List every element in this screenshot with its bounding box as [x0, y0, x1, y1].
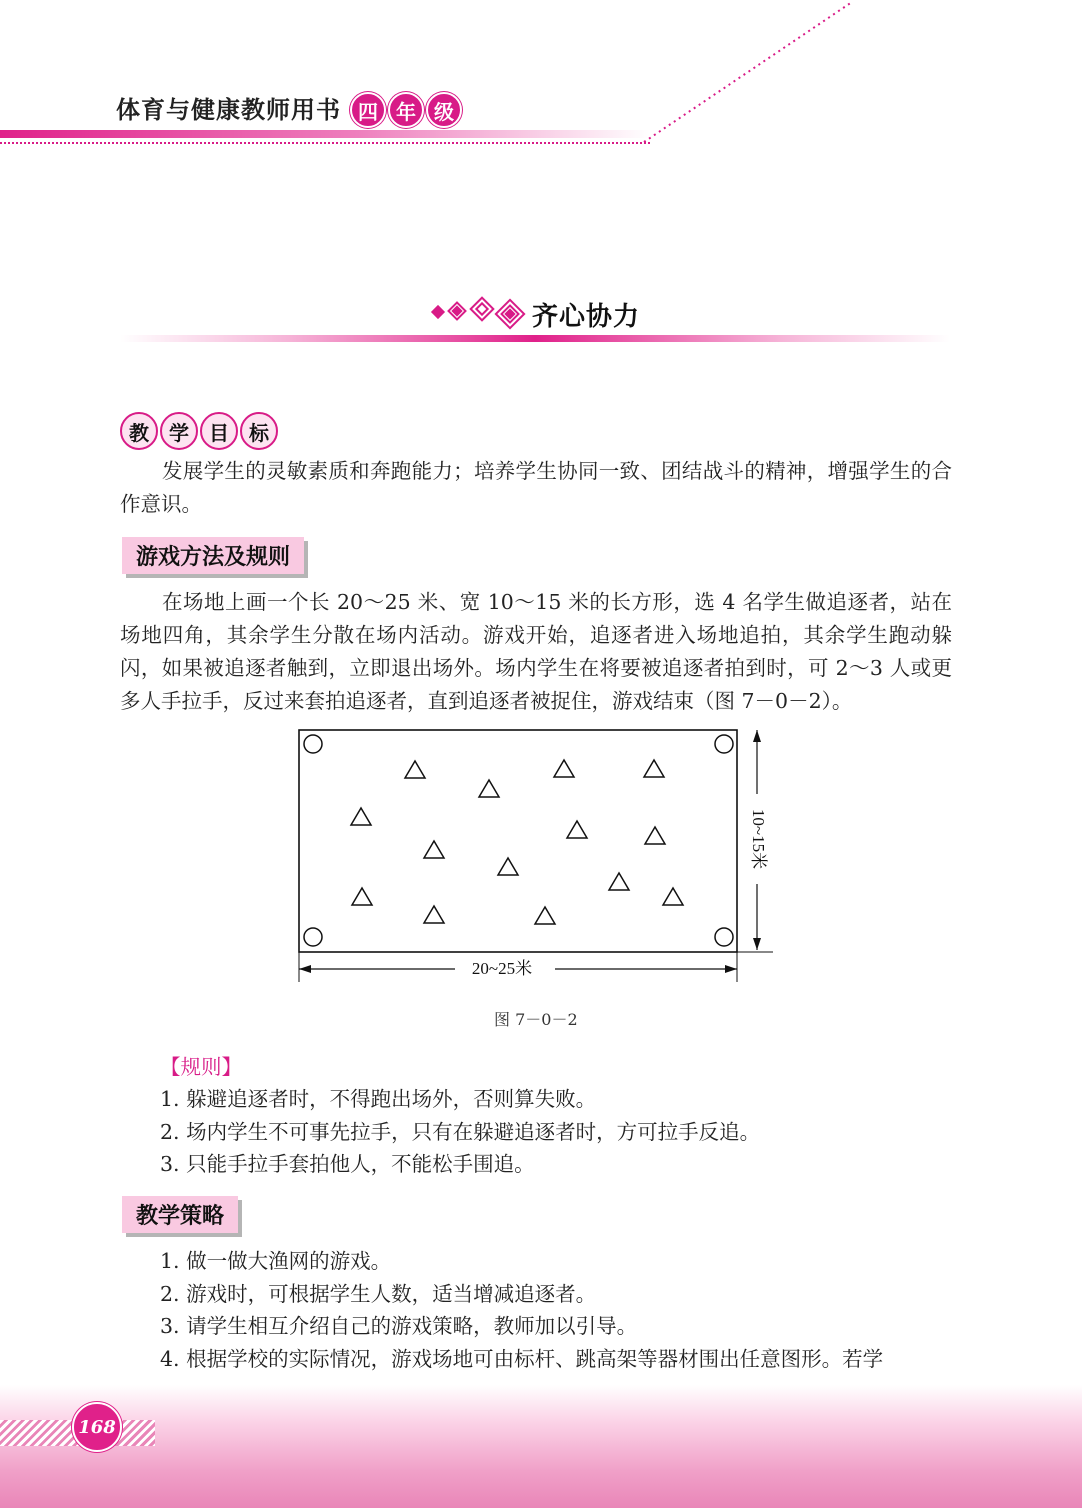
- game-method-heading: 游戏方法及规则: [122, 537, 304, 574]
- player-marker: [424, 841, 444, 858]
- badge-char: 标: [240, 412, 278, 450]
- game-method-text: 在场地上画一个长 20～25 米、宽 10～15 米的长方形，选 4 名学生做追逐者，站在场地四角，其余学生分散在场内活动。游戏开始，追逐者进入场地追拍，其余学生跑动躲闪，如果被追逐者触到，立即退出场外。场内学生在将要被追逐者拍到时，可 2～3 人或更多人手拉手，反过来套拍追逐者，直到追逐者被捉住，游戏结束（图 7－0－2）。: [120, 590, 952, 713]
- figure-caption: 图 7－0－2: [494, 1010, 578, 1029]
- page-number: 168: [72, 1402, 122, 1452]
- header-dotted-line: [0, 142, 650, 144]
- player-marker: [554, 760, 574, 777]
- book-title: 体育与健康教师用书: [116, 95, 341, 124]
- list-item: 4. 根据学校的实际情况，游戏场地可由标杆、跳高架等器材围出任意图形。若学: [160, 1346, 884, 1371]
- list-item: 2. 游戏时，可根据学生人数，适当增减追逐者。: [160, 1281, 597, 1306]
- chaser-marker: [304, 928, 322, 946]
- rules-label: 【规则】: [160, 1055, 242, 1079]
- grade-char: 四: [350, 92, 386, 128]
- player-marker: [424, 906, 444, 923]
- badge-char: 目: [200, 412, 238, 450]
- player-marker: [645, 827, 665, 844]
- player-marker: [663, 888, 683, 905]
- objectives-badge: [120, 412, 278, 450]
- diamond-ornament-icon: [428, 294, 528, 330]
- grade-char: 级: [426, 92, 462, 128]
- section-title: 齐心协力: [532, 302, 641, 332]
- player-marker: [405, 761, 425, 778]
- header-bar: [0, 130, 650, 138]
- player-marker: [351, 808, 371, 825]
- objectives-text: 发展学生的灵敏素质和奔跑能力；培养学生协同一致、团结战斗的精神，增强学生的合作意识。: [120, 459, 952, 516]
- height-label: 10~15米: [749, 808, 769, 870]
- header-diagonal-dots: [640, 0, 860, 145]
- strategy-list: [160, 1245, 960, 1375]
- player-marker: [498, 858, 518, 875]
- list-item: 3. 只能手拉手套拍他人，不能松手围追。: [160, 1152, 535, 1176]
- player-marker: [479, 780, 499, 797]
- chaser-marker: [715, 735, 733, 753]
- player-marker: [644, 760, 664, 777]
- player-marker: [609, 873, 629, 890]
- list-item: 1. 做一做大渔网的游戏。: [160, 1249, 392, 1273]
- grade-badge: [350, 92, 462, 128]
- field-diagram: [290, 722, 790, 992]
- chaser-marker: [715, 928, 733, 946]
- player-marker: [535, 907, 555, 924]
- player-marker: [352, 888, 372, 905]
- badge-char: 教: [120, 412, 158, 450]
- list-item: 3. 请学生相互介绍自己的游戏策略，教师加以引导。: [160, 1314, 638, 1338]
- badge-char: 学: [160, 412, 198, 450]
- footer-band: [0, 1385, 1082, 1508]
- player-marker: [567, 821, 587, 838]
- list-item: 1. 躲避追逐者时，不得跑出场外，否则算失败。: [160, 1087, 597, 1111]
- title-underline: [120, 335, 950, 342]
- width-label: 20~25米: [471, 958, 533, 978]
- strategy-heading: 教学策略: [122, 1196, 238, 1233]
- rules-list: [160, 1083, 960, 1181]
- chaser-marker: [304, 735, 322, 753]
- field-rectangle: [299, 730, 737, 952]
- list-item: 2. 场内学生不可事先拉手，只有在躲避追逐者时，方可拉手反追。: [160, 1119, 761, 1144]
- grade-char: 年: [388, 92, 424, 128]
